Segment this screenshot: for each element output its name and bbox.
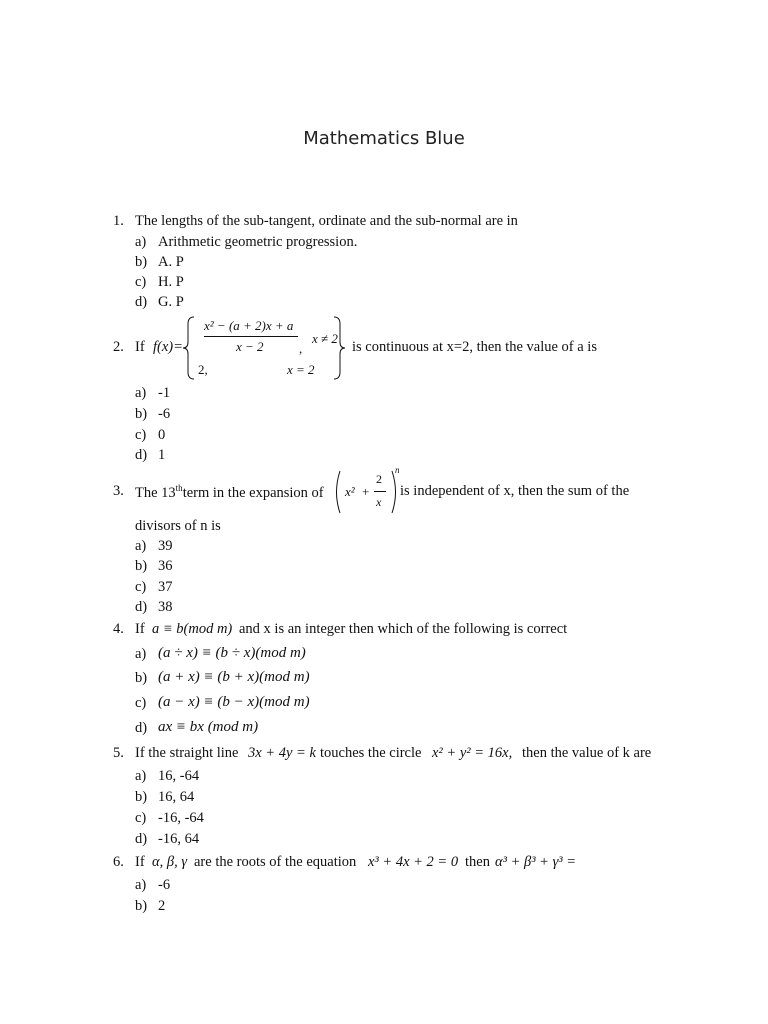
option-letter: b) bbox=[135, 558, 148, 574]
option-letter: a) bbox=[135, 385, 147, 401]
option-letter: c) bbox=[135, 274, 147, 290]
option-letter: d) bbox=[135, 720, 148, 736]
question-text-part: are the roots of the equation bbox=[194, 854, 357, 870]
question-suffix: and x is an integer then which of the following is correct bbox=[239, 621, 568, 637]
option-letter: a) bbox=[135, 538, 147, 554]
option-text: ax ≡ bx (mod m) bbox=[158, 719, 259, 735]
binomial-operator: + bbox=[362, 484, 370, 499]
option-text: 16, 64 bbox=[158, 789, 195, 805]
option-letter: b) bbox=[135, 789, 148, 805]
fraction-denominator: x bbox=[376, 495, 382, 509]
question-text-part: is independent of x, then the sum of the bbox=[400, 483, 630, 499]
case-2-value: 2, bbox=[198, 362, 208, 377]
question-number: 3. bbox=[113, 483, 124, 499]
congruence-expression: a ≡ b(mod m) bbox=[152, 621, 233, 637]
option-text: 37 bbox=[158, 579, 173, 595]
circle-equation: x² + y² = 16x, bbox=[432, 745, 513, 761]
question-text-continued: divisors of n is bbox=[135, 518, 221, 534]
page-title: Mathematics Blue bbox=[303, 128, 465, 149]
option-text: (a + x) ≡ (b + x)(mod m) bbox=[158, 669, 310, 685]
fraction-bar bbox=[204, 336, 298, 337]
option-text: 36 bbox=[158, 558, 173, 574]
question-number: 6. bbox=[113, 854, 124, 870]
case-2-condition: x = 2 bbox=[287, 362, 315, 377]
ordinal-superscript: th bbox=[175, 483, 183, 493]
binomial-expression bbox=[332, 465, 402, 516]
option-letter: d) bbox=[135, 831, 148, 847]
question-text-part: then bbox=[465, 854, 490, 870]
question-text-part: The 13 bbox=[135, 485, 176, 501]
option-text: 2 bbox=[158, 898, 166, 914]
option-letter: a) bbox=[135, 768, 147, 784]
option-letter: c) bbox=[135, 810, 147, 826]
option-text: (a ÷ x) ≡ (b ÷ x)(mod m) bbox=[158, 645, 306, 661]
option-text: A. P bbox=[158, 254, 184, 270]
left-brace-icon bbox=[182, 316, 196, 380]
cubic-equation: x³ + 4x + 2 = 0 bbox=[368, 854, 459, 870]
question-text-part: term in the expansion of bbox=[182, 485, 324, 501]
piecewise-definition bbox=[152, 316, 352, 380]
option-text: -16, -64 bbox=[158, 810, 204, 826]
option-letter: b) bbox=[135, 254, 148, 270]
option-text: -6 bbox=[158, 877, 171, 893]
fraction-bar bbox=[374, 491, 386, 492]
option-letter: d) bbox=[135, 294, 148, 310]
option-text: 0 bbox=[158, 427, 166, 443]
option-letter: b) bbox=[135, 898, 148, 914]
case-1-condition: x ≠ 2 bbox=[312, 331, 338, 346]
question-text-part: touches the circle bbox=[320, 745, 422, 761]
case-separator: , bbox=[299, 341, 303, 356]
roots-expression: α, β, γ bbox=[152, 854, 188, 870]
question-prefix: If bbox=[135, 339, 145, 355]
left-paren-icon bbox=[332, 470, 342, 514]
option-text: 1 bbox=[158, 447, 166, 463]
option-letter: a) bbox=[135, 877, 147, 893]
question-number: 2. bbox=[113, 339, 124, 355]
option-letter: d) bbox=[135, 447, 148, 463]
fraction-denominator: x − 2 bbox=[236, 339, 264, 354]
option-text: -16, 64 bbox=[158, 831, 200, 847]
line-equation: 3x + 4y = k bbox=[248, 745, 316, 761]
binomial-exponent: n bbox=[395, 465, 400, 475]
option-text: 39 bbox=[158, 538, 173, 554]
right-brace-icon bbox=[332, 316, 346, 380]
option-letter: d) bbox=[135, 599, 148, 615]
option-letter: c) bbox=[135, 695, 147, 711]
option-text: 38 bbox=[158, 599, 173, 615]
question-number: 1. bbox=[113, 213, 124, 229]
question-number: 4. bbox=[113, 621, 124, 637]
option-letter: c) bbox=[135, 579, 147, 595]
fraction-numerator: 2 bbox=[376, 472, 382, 486]
option-text: H. P bbox=[158, 274, 184, 290]
option-letter: b) bbox=[135, 670, 148, 686]
option-text: Arithmetic geometric progression. bbox=[158, 234, 358, 250]
sum-of-cubes-expression: α³ + β³ + γ³ = bbox=[495, 854, 577, 870]
binomial-term: x² bbox=[345, 484, 355, 499]
option-letter: a) bbox=[135, 234, 147, 250]
option-text: -6 bbox=[158, 406, 171, 422]
function-label: f(x)= bbox=[153, 339, 183, 355]
option-text: (a − x) ≡ (b − x)(mod m) bbox=[158, 694, 310, 710]
right-paren-icon bbox=[390, 470, 400, 514]
question-prefix: If bbox=[135, 621, 145, 637]
question-text bbox=[135, 484, 324, 501]
question-suffix: then the value of k are bbox=[522, 745, 652, 761]
question-prefix: If bbox=[135, 854, 145, 870]
option-text: 16, -64 bbox=[158, 768, 200, 784]
question-number: 5. bbox=[113, 745, 124, 761]
question-prefix: If the straight line bbox=[135, 745, 239, 761]
option-text: G. P bbox=[158, 294, 184, 310]
question-text: The lengths of the sub-tangent, ordinate and the sub-normal are in bbox=[135, 213, 518, 229]
option-letter: c) bbox=[135, 427, 147, 443]
question-suffix: is continuous at x=2, then the value of a is bbox=[352, 339, 597, 355]
option-letter: a) bbox=[135, 646, 147, 662]
option-letter: b) bbox=[135, 406, 148, 422]
fraction-numerator: x² − (a + 2)x + a bbox=[204, 318, 294, 333]
option-text: -1 bbox=[158, 385, 171, 401]
